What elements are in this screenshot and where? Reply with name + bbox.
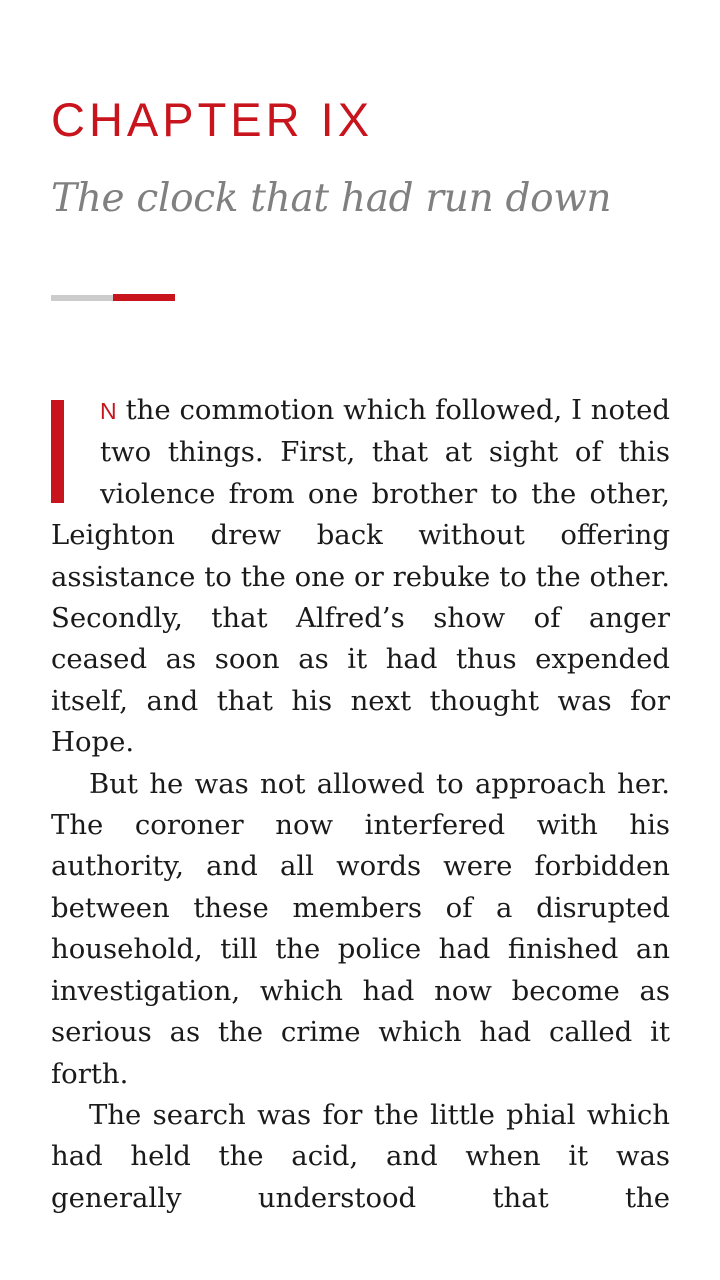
drop-cap-letter [51, 400, 64, 503]
paragraph-2 [51, 764, 670, 1095]
paragraph-1-text: the commotion which followed, I noted two things. First, that at sight of this violence from one brother to the other, Leighton drew back without offering assistance to the one or rebuke to the other. Secondly, that Alfred’s show of anger ceased as soon as it had thus expended itself, and that his next thought was for Hope. [51, 394, 670, 759]
paragraph-3-text: The search was for the little phial which had held the acid, and when it was generally understood that the [51, 1098, 670, 1214]
paragraph-1 [51, 390, 670, 764]
small-cap-letter: N [100, 398, 117, 424]
chapter-divider [51, 294, 175, 301]
chapter-title: The clock that had run down [51, 176, 612, 221]
divider-red-segment [113, 294, 175, 301]
chapter-label: CHAPTER IX [51, 93, 374, 146]
chapter-body [51, 390, 670, 1219]
divider-grey-segment [51, 295, 113, 301]
paragraph-2-text: But he was not allowed to approach her. The coroner now interfered with his authority, and all words were forbidden between these members of a disrupted household, till the police had finished an investigation, which had now become as serious as the crime which had called it forth. [51, 767, 670, 1090]
paragraph-3 [51, 1095, 670, 1219]
